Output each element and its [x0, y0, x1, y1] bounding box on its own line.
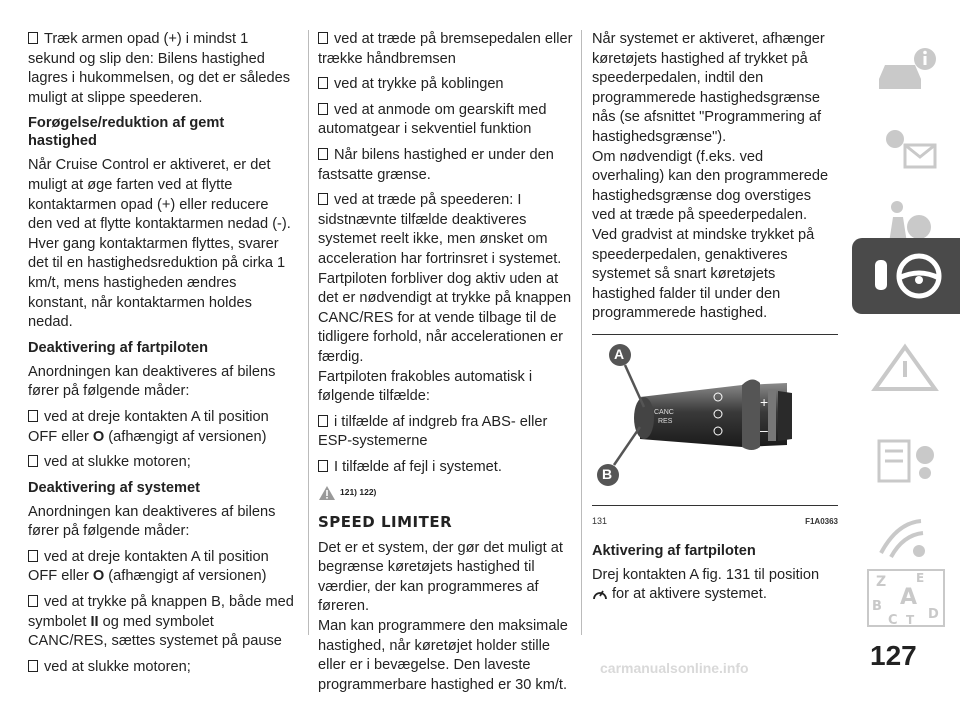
car-info-icon — [871, 45, 941, 95]
list-item: ved at dreje kontakten A til position OFF eller O (afhængigt af versionen) — [28, 548, 269, 585]
figure-code: F1A0363 — [805, 516, 838, 526]
tab-emergency[interactable] — [852, 330, 960, 406]
list-item: I tilfælde af fejl i systemet. — [318, 458, 573, 478]
list-item: ved at anmode om gearskift med automatgear i sekventiel funktion — [318, 101, 547, 138]
list-item: ved at trykke på koblingen — [318, 75, 573, 95]
list-item: ved at dreje kontakten A til position OFF eller O (afhængigt af versionen) — [28, 408, 269, 445]
index-icon — [866, 568, 946, 628]
paragraph: Når Cruise Control er aktiveret, er det muligt at øge farten ved at flytte kontaktarmen opad (+) eller reducere den ved at flytte kontaktarmen nedad (-). — [28, 157, 291, 233]
tab-maintenance[interactable] — [852, 422, 960, 498]
column-divider — [581, 30, 582, 635]
index-letter-e: E — [916, 571, 925, 585]
tab-index[interactable] — [852, 560, 960, 636]
bullet-icon — [28, 455, 38, 467]
paragraph: Man kan programmere den maksimale hastighed, når køretøjet holder stille eller er i bevægelse. Den laveste programmerbare hastighed er 30 km/t. — [318, 618, 568, 693]
paragraph: Hver gang kontaktarmen flyttes, svarer det til en hastighedsreduktion på cirka 1 km/t, mens hastigheden ændres konstant, når kontaktarmen holdes nedad. — [28, 235, 286, 331]
bullet-icon — [318, 32, 328, 44]
tab-warning-lights[interactable] — [852, 108, 960, 184]
list-item: Træk armen opad (+) i mindst 1 sekund og slip den: Bilens hastighed lagres i hukommelsen, og det er således muligt at slippe speederen. — [28, 31, 291, 106]
paragraph: Fartpiloten frakobles automatisk i følgende tilfælde: — [318, 368, 533, 405]
minus-label: – — [760, 421, 768, 438]
list-item: ved at træde på speederen: I sidstnævnte tilfælde deaktiveres systemet reelt ikke, men ønsket om acceleration har fortrinsret i systemet. — [318, 192, 562, 267]
heading-deactivate-system: Deaktivering af systemet — [28, 479, 200, 496]
warning-triangle-icon — [318, 485, 336, 501]
index-letter-d: D — [928, 607, 939, 622]
driving-icon — [861, 248, 951, 304]
cruise-lever-illustration — [592, 335, 838, 503]
heading-increase-decrease: Forøgelse/reduktion af gemt hastighed — [28, 115, 225, 150]
text-column-3 — [592, 30, 838, 611]
plus-label: + — [760, 393, 769, 410]
figure-cruise-lever — [592, 334, 838, 506]
list-item: ved at slukke motoren; — [28, 453, 296, 473]
res-label: RES — [658, 417, 673, 425]
bullet-icon — [28, 410, 38, 422]
bullet-icon — [318, 193, 328, 205]
index-letter-b: B — [872, 599, 882, 614]
multimedia-icon — [871, 513, 941, 563]
paragraph: Om nødvendigt (f.eks. ved overhaling) kan den programmerede hastighedsgrænse dog overstiges ved at træde på speederpedalen. — [592, 148, 829, 224]
text-column-1 — [28, 30, 296, 683]
bullet-icon — [318, 103, 328, 115]
bullet-icon — [318, 415, 328, 427]
index-letter-z: Z — [876, 574, 887, 590]
list-item: i tilfælde af indgreb fra ABS- eller ESP-systemerne — [318, 413, 548, 450]
warning-reference: 121) 122) — [318, 483, 573, 503]
figure-number: 131 — [592, 515, 608, 526]
text-column-2 — [318, 30, 573, 701]
canc-label: CANC — [654, 408, 674, 416]
heading-deactivate-cruise: Deaktivering af fartpiloten — [28, 339, 209, 356]
index-letter-a: A — [900, 585, 918, 610]
bullet-icon — [318, 77, 328, 89]
chapter-sidebar — [852, 0, 960, 678]
bullet-icon — [318, 148, 328, 160]
paragraph: Anordningen kan deaktiveres af bilens fører på følgende måder: — [28, 503, 276, 540]
figure-caption — [592, 512, 838, 532]
warning-lights-icon — [871, 121, 941, 171]
list-item: ved at trykke på knappen B, både med symbolet II og med symbolet CANC/RES, sættes systemet på pause — [28, 594, 294, 650]
maintenance-icon — [871, 435, 941, 485]
page-number: 127 — [870, 640, 917, 671]
paragraph: Fartpiloten forbliver dog aktiv uden at det er nødvendigt at trykke på knappen CANC/RES for at vende tilbage til de tidligere forhold, når accelerationen er færdig. — [318, 270, 572, 365]
list-item: ved at slukke motoren; — [28, 658, 296, 678]
list-item: Når bilens hastighed er under den fastsatte grænse. — [318, 146, 554, 183]
paragraph: Drej kontakten A fig. 131 til position for at aktivere systemet. — [592, 566, 820, 603]
watermark: carmanualsonline.info — [600, 660, 749, 676]
tab-driving[interactable] — [852, 238, 960, 314]
list-item: ved at træde på bremsepedalen eller trække håndbremsen — [318, 31, 573, 67]
heading-activate-cruise: Aktivering af fartpiloten — [592, 542, 756, 559]
bullet-icon — [28, 660, 38, 672]
index-letter-c: C — [888, 613, 898, 628]
label-a: A — [614, 345, 625, 362]
paragraph: Når systemet er aktiveret, afhænger køretøjets hastighed af trykket på speederpedalen, indtil den programmerede hastighedsgrænse nås (se afsnittet "Programmering af hastighedsgrænse"). — [592, 31, 825, 145]
bullet-icon — [28, 32, 38, 44]
label-b: B — [602, 465, 613, 482]
cruise-control-symbol-icon — [592, 587, 608, 601]
bullet-icon — [28, 550, 38, 562]
paragraph: Det er et system, der gør det muligt at begrænse køretøjets hastighed til værdier, der kan programmeres af føreren. — [318, 539, 563, 615]
paragraph: Anordningen kan deaktiveres af bilens fører på følgende måder: — [28, 363, 276, 400]
column-divider — [308, 30, 309, 635]
index-letter-t: T — [906, 613, 915, 627]
tab-car-info[interactable] — [852, 32, 960, 108]
section-title: SPEED LIMITER — [318, 513, 453, 532]
paragraph: Ved gradvist at mindske trykket på speederpedalen, genaktiveres systemet så snart køretøjets hastighed falder til under den programmerede hastighed. — [592, 226, 815, 322]
emergency-icon — [871, 343, 941, 393]
bullet-icon — [318, 460, 328, 472]
bullet-icon — [28, 595, 38, 607]
